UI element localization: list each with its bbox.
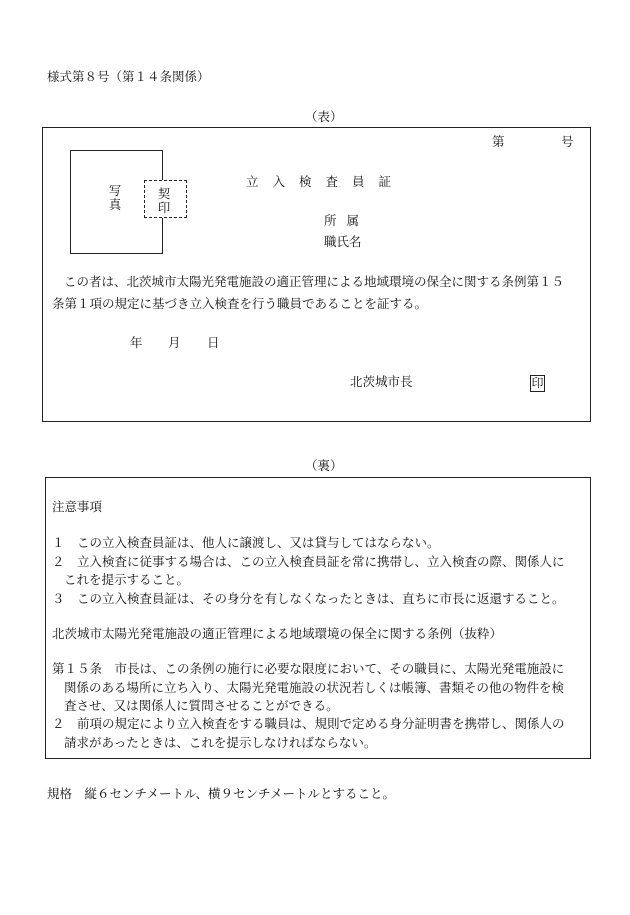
date-month-label: 月 bbox=[168, 335, 181, 350]
ordinance-excerpt-title: 北茨城市太陽光発電施設の適正管理による地域環境の保全に関する条例（抜粋） bbox=[52, 626, 503, 641]
article-15-paragraph-2: ２ 前項の規定により立入検査をする職員は、規則で定める身分証明書を携帯し、関係人の bbox=[52, 716, 565, 731]
date-year-label: 年 bbox=[130, 335, 143, 350]
number-suffix: 号 bbox=[561, 134, 574, 149]
card-title: 立入検査員証 bbox=[246, 174, 406, 189]
tally-seal-label: 契印 bbox=[157, 186, 171, 215]
form-number: 様式第８号（第１４条関係） bbox=[47, 69, 210, 84]
note-item-2-continued: これを提示すること。 bbox=[64, 572, 190, 587]
note-item-3: ３ この立入検査員証は、その身分を有しなくなったときは、直ちに市長に返還すること。 bbox=[52, 591, 565, 606]
note-item-2: ２ 立入検査に従事する場合は、この立入検査員証を常に携帯し、立入検査の際、関係人に bbox=[52, 554, 565, 569]
department-label: 所属 bbox=[324, 213, 370, 228]
issuer-name: 北茨城市長 bbox=[350, 374, 413, 389]
certification-text-line-2: 条第１項の規定に基づき立入検査を行う職員であることを証する。 bbox=[52, 296, 428, 311]
article-15-paragraph-1: 第１５条 市長は、この条例の施行に必要な限度において、その職員に、太陽光発電施設に bbox=[52, 661, 565, 676]
size-specification: 規格 縦６センチメートル、横９センチメートルとすること。 bbox=[47, 786, 396, 801]
position-name-label: 職氏名 bbox=[324, 234, 362, 249]
article-15-paragraph-1-end: 査させ、又は関係人に質問させることができる。 bbox=[64, 698, 339, 713]
article-15-paragraph-2-continued: 請求があったときは、これを提示しなければならない。 bbox=[64, 735, 377, 750]
front-side-label: （表） bbox=[305, 109, 343, 124]
article-15-paragraph-1-continued: 関係のある場所に立ち入り、太陽光発電施設の状況若しくは帳簿、書類その他の物件を検 bbox=[64, 680, 565, 695]
notes-heading: 注意事項 bbox=[52, 499, 103, 514]
issuer-seal-mark: 印 bbox=[531, 376, 544, 390]
number-label: 第 bbox=[492, 134, 505, 149]
back-side-label: （裏） bbox=[305, 458, 343, 473]
date-day-label: 日 bbox=[207, 335, 220, 350]
certification-text-line-1: この者は、北茨城市太陽光発電施設の適正管理による地域環境の保全に関する条例第１５ bbox=[64, 274, 565, 289]
photo-label: 写真 bbox=[108, 183, 122, 212]
note-item-1: １ この立入検査員証は、他人に譲渡し、又は貸与してはならない。 bbox=[52, 535, 440, 550]
